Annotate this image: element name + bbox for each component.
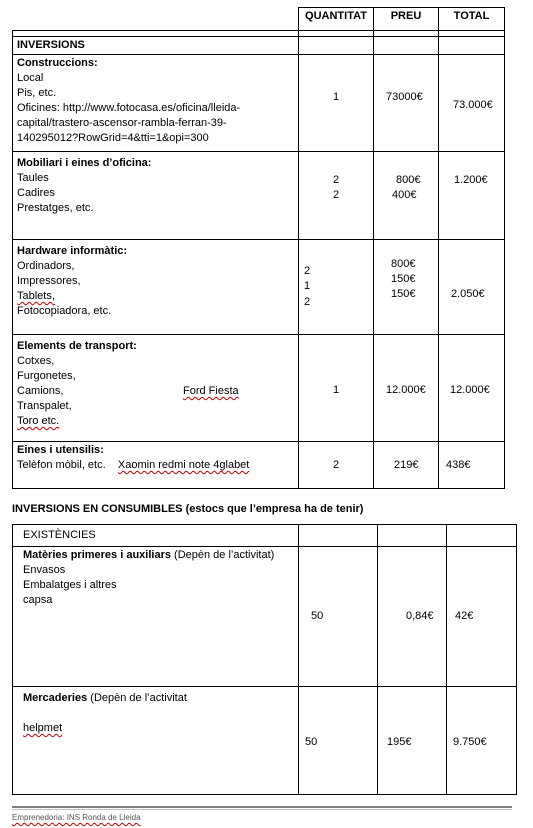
total-value: 9.750€ [453,736,487,748]
row-line: Fotocopiadora, etc. [17,305,112,317]
header-blank-cell [13,8,299,31]
row-heading: Eines i utensilis: [17,444,104,456]
table-row [13,55,505,152]
total-value: 1.200€ [454,174,488,186]
row-desc-mercaderies [13,687,299,795]
qty-value: 1 [304,280,311,292]
row-heading: Construccions: [17,57,98,69]
row-line: Ordinadors, [17,260,75,272]
section-title-inversions: INVERSIONS [13,37,299,55]
table-row [13,240,505,335]
row-heading: Mercaderies (Depèn de l’activitat [23,692,187,704]
row-line [17,414,298,429]
price-value: 219€ [394,459,419,471]
section-title-existencies: EXISTÈNCIES [13,525,299,547]
spell-flagged-text: Xaomin redmi note 4glabet [117,459,250,471]
row-line: Furgonetes, [17,370,76,382]
footer-rule [12,806,512,808]
col-header-quantitat: QUANTITAT [299,8,374,31]
price-value: 800€ [391,258,416,270]
spell-flagged-word: helpmet [23,722,63,734]
vehicle-note: Ford Fiesta [183,385,239,397]
total-value: 12.000€ [450,384,490,396]
spell-flagged-word: Tablets, [17,290,55,302]
page-footer: Emprenedoria: INS Ronda de Lleida [12,813,141,822]
row-heading: Elements de transport: [17,340,137,352]
row-line: Taules [17,172,49,184]
row-line: Local [17,72,44,84]
table-row [13,442,505,489]
price-value: 73000€ [386,91,423,103]
row-line: Cotxes, [17,355,55,367]
row-line: Impressores, [17,275,81,287]
price-value: 195€ [387,736,412,748]
row-line: 140295012?RowGrid=4&tti=1&opi=300 [17,132,209,144]
total-value: 2.050€ [451,288,485,300]
price-value: 400€ [392,189,417,201]
row-desc-materies [13,547,299,687]
price-value: 150€ [391,273,416,285]
col-header-total: TOTAL [439,8,505,31]
price-value: 800€ [396,174,421,186]
qty-value: 2 [333,174,340,186]
qty-value: 2 [333,189,340,201]
section-subtitle: INVERSIONS EN CONSUMIBLES (estocs que l’empresa ha de tenir) [12,503,364,515]
row-line: Prestatges, etc. [17,202,94,214]
qty-value: 1 [333,384,340,396]
price-value: 0,84€ [406,610,434,622]
footer-rule-thin [12,809,512,810]
row-line: Telèfon mòbil, etc. Xaomin redmi note 4glabet [17,459,250,471]
row-line: Camions, [17,385,64,397]
row-line [23,721,298,736]
price-value: 150€ [391,288,416,300]
col-header-preu: PREU [374,8,439,31]
row-line: capsa [23,594,53,606]
row-heading: Matèries primeres i auxiliars (Depèn de l’activitat) [23,549,275,561]
row-heading: Mobiliari i eines d’oficina: [17,157,152,169]
total-value: 42€ [455,610,474,622]
table-row [13,687,517,795]
qty-value: 2 [304,265,311,277]
table-row [13,547,517,687]
table-row [13,335,505,442]
row-line: Envasos [23,564,66,576]
row-line: Embalatges i altres [23,579,117,591]
price-value: 12.000€ [386,384,426,396]
inversions-table [12,7,505,489]
qty-value: 50 [305,736,318,748]
row-line: Cadires [17,187,55,199]
row-desc-construccions [13,55,299,152]
qty-value: 50 [311,610,324,622]
existencies-table [12,524,517,795]
row-line: Pis, etc. [17,87,57,99]
qty-value: 2 [304,296,311,308]
row-line: Transpalet, [17,400,72,412]
row-desc-transport [13,335,299,442]
row-desc-eines [13,442,299,489]
row-heading: Hardware informàtic: [17,245,128,257]
qty-value: 2 [333,459,340,471]
row-line [17,289,298,304]
total-value: 438€ [446,459,471,471]
row-desc-hardware [13,240,299,335]
row-desc-mobiliari [13,152,299,240]
row-line: Oficines: http://www.fotocasa.es/oficina/lleida- [17,102,241,114]
row-line: capital/trastero-ascensor-rambla-ferran-39- [17,117,227,129]
total-value: 73.000€ [453,99,493,111]
qty-value: 1 [333,91,340,103]
spell-flagged-word: Toro etc. [17,415,60,427]
table-row [13,152,505,240]
